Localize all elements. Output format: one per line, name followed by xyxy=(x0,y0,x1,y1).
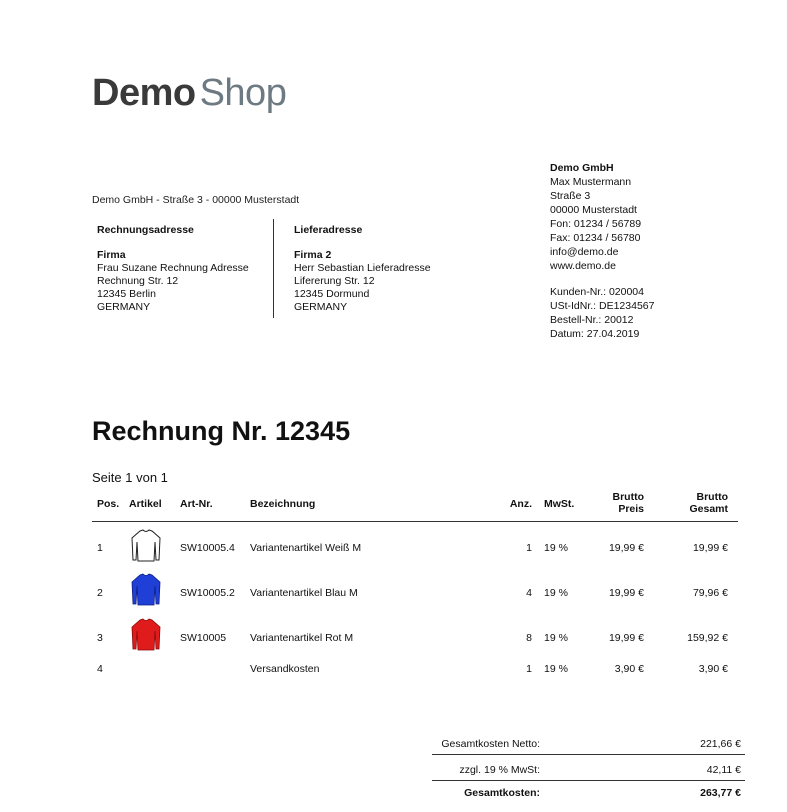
row-pos: 3 xyxy=(97,632,103,644)
row-art-nr: SW10005.2 xyxy=(180,587,235,599)
row-anz: 8 xyxy=(526,632,532,644)
invoice-date: Datum: 27.04.2019 xyxy=(550,328,640,340)
totals-netto-row xyxy=(432,735,745,755)
address-divider xyxy=(273,219,274,318)
delivery-line: Lifererung Str. 12 xyxy=(294,275,375,287)
company-line: Fon: 01234 / 56789 xyxy=(550,218,642,230)
row-gesamt: 79,96 € xyxy=(692,587,728,599)
row-anz: 4 xyxy=(526,587,532,599)
gesamt-value: 263,77 € xyxy=(700,787,741,799)
row-preis: 19,99 € xyxy=(608,632,644,644)
row-anz: 1 xyxy=(526,542,532,554)
logo-shop-text: Shop xyxy=(199,72,287,114)
delivery-heading: Lieferadresse xyxy=(294,224,363,236)
company-line: www.demo.de xyxy=(550,260,616,272)
row-gesamt: 3,90 € xyxy=(698,663,728,675)
row-preis: 3,90 € xyxy=(614,663,644,675)
company-info-block xyxy=(550,161,654,341)
header-brutto-gesamt-line2: Gesamt xyxy=(689,503,728,515)
header-pos: Pos. xyxy=(97,498,120,510)
row-art-nr: SW10005.4 xyxy=(180,542,235,554)
row-bezeichnung: Variantenartikel Blau M xyxy=(250,587,358,599)
row-mwst: 19 % xyxy=(544,632,568,644)
billing-company: Firma xyxy=(97,249,126,261)
invoice-title: Rechnung Nr. 12345 xyxy=(92,416,351,446)
sender-address-line: Demo GmbH - Straße 3 - 00000 Musterstadt xyxy=(92,194,300,206)
header-mwst: MwSt. xyxy=(544,498,575,510)
delivery-company: Firma 2 xyxy=(294,249,332,261)
table-row xyxy=(92,522,738,568)
header-brutto-preis xyxy=(613,491,645,515)
order-number: Bestell-Nr.: 20012 xyxy=(550,314,634,326)
billing-line: Rechnung Str. 12 xyxy=(97,275,179,287)
company-line: Straße 3 xyxy=(550,190,591,202)
logo-demo-text: Demo xyxy=(92,72,196,114)
billing-line: 12345 Berlin xyxy=(97,288,156,300)
gesamt-label: Gesamtkosten: xyxy=(464,787,540,799)
row-bezeichnung: Variantenartikel Rot M xyxy=(250,632,354,644)
shop-logo xyxy=(92,74,286,112)
row-pos: 4 xyxy=(97,663,103,675)
table-header xyxy=(92,490,738,522)
white-tshirt-icon xyxy=(129,528,163,562)
mwst-value: 42,11 € xyxy=(706,764,741,776)
company-line: info@demo.de xyxy=(550,246,619,258)
billing-address xyxy=(97,224,249,314)
row-pos: 2 xyxy=(97,587,103,599)
delivery-line: GERMANY xyxy=(294,301,348,313)
delivery-line: Herr Sebastian Lieferadresse xyxy=(294,262,431,274)
row-bezeichnung: Variantenartikel Weiß M xyxy=(250,542,362,554)
header-artikel: Artikel xyxy=(129,498,162,510)
blue-tshirt-icon xyxy=(129,572,163,606)
row-preis: 19,99 € xyxy=(608,542,644,554)
delivery-line: 12345 Dormund xyxy=(294,288,370,300)
netto-value: 221,66 € xyxy=(700,738,741,750)
header-brutto-preis-line1: Brutto xyxy=(612,491,644,503)
table-row xyxy=(92,568,738,613)
red-tshirt-icon xyxy=(129,617,163,651)
row-mwst: 19 % xyxy=(544,542,568,554)
table-row xyxy=(92,655,738,681)
row-gesamt: 19,99 € xyxy=(692,542,728,554)
row-anz: 1 xyxy=(526,663,532,675)
customer-number: Kunden-Nr.: 020004 xyxy=(550,286,644,298)
row-mwst: 19 % xyxy=(544,663,568,675)
company-name: Demo GmbH xyxy=(550,162,614,174)
row-bezeichnung: Versandkosten xyxy=(250,663,320,675)
totals-gesamt-row xyxy=(432,781,745,801)
row-art-nr: SW10005 xyxy=(180,632,227,644)
spacer xyxy=(550,273,654,285)
header-brutto-preis-line2: Preis xyxy=(618,503,644,515)
company-line: 00000 Musterstadt xyxy=(550,204,637,216)
mwst-label: zzgl. 19 % MwSt: xyxy=(459,764,540,776)
header-bezeichnung: Bezeichnung xyxy=(250,498,316,510)
billing-line: Frau Suzane Rechnung Adresse xyxy=(97,262,249,274)
header-brutto-gesamt-line1: Brutto xyxy=(696,491,728,503)
table-row xyxy=(92,613,738,655)
billing-heading: Rechnungsadresse xyxy=(97,224,194,236)
billing-line: GERMANY xyxy=(97,301,151,313)
invoice-table xyxy=(92,490,738,681)
header-anz: Anz. xyxy=(509,498,532,510)
row-preis: 19,99 € xyxy=(608,587,644,599)
vat-id: USt-IdNr.: DE1234567 xyxy=(550,300,655,312)
netto-label: Gesamtkosten Netto: xyxy=(441,738,540,750)
row-pos: 1 xyxy=(97,542,103,554)
company-line: Fax: 01234 / 56780 xyxy=(550,232,641,244)
totals-mwst-row xyxy=(432,755,745,781)
header-art-nr: Art-Nr. xyxy=(180,498,213,510)
page-number: Seite 1 von 1 xyxy=(92,470,168,485)
delivery-address xyxy=(294,224,431,314)
company-line: Max Mustermann xyxy=(550,176,632,188)
header-brutto-gesamt xyxy=(689,491,728,515)
row-gesamt: 159,92 € xyxy=(687,632,728,644)
row-mwst: 19 % xyxy=(544,587,568,599)
totals-block xyxy=(432,735,745,801)
